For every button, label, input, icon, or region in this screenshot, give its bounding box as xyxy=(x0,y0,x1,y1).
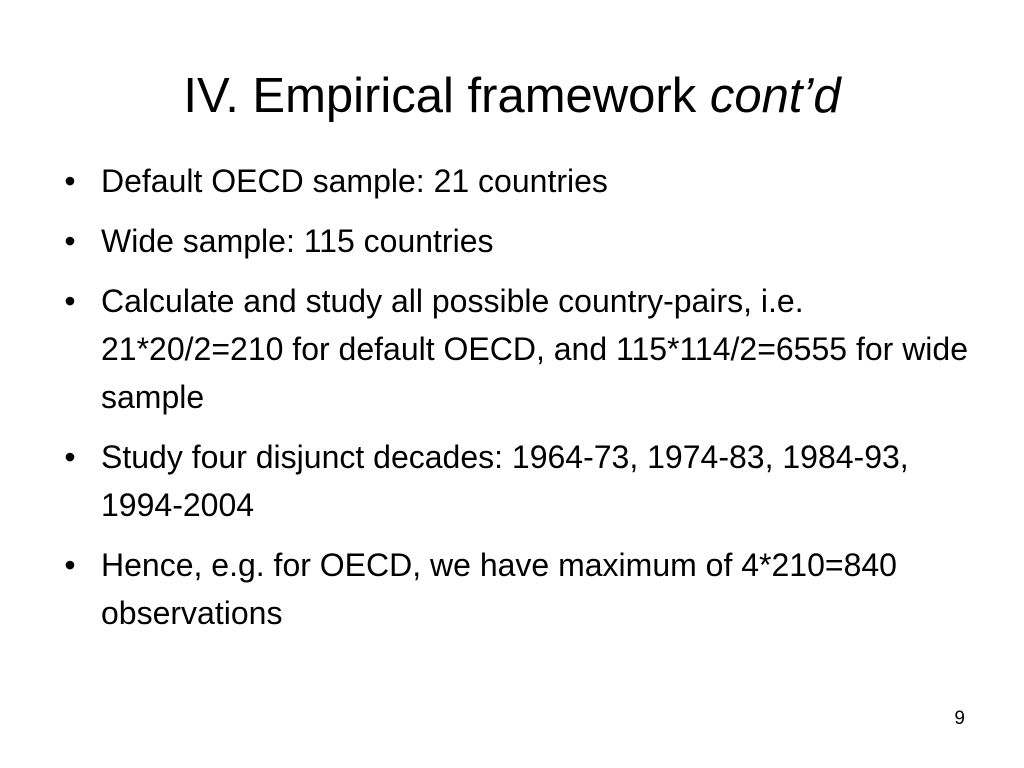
bullet-text: Calculate and study all possible country-pairs, i.e. 21*20/2=210 for default OECD, and 115*114/2=6555 for wide sample xyxy=(101,283,968,415)
bullet-dot-icon: • xyxy=(64,163,76,199)
bullet-item xyxy=(60,433,990,529)
bullet-item xyxy=(60,157,990,205)
bullet-dot-icon: • xyxy=(64,283,76,319)
slide-title-main: IV. Empirical framework xyxy=(183,69,710,123)
bullet-item xyxy=(60,217,990,265)
slide-title xyxy=(0,64,1024,128)
bullet-text: Wide sample: 115 countries xyxy=(101,223,494,259)
bullet-list xyxy=(60,157,990,649)
slide-title-emphasis: cont’d xyxy=(709,69,841,123)
page-number: 9 xyxy=(954,708,965,729)
bullet-dot-icon: • xyxy=(64,547,76,583)
bullet-text: Default OECD sample: 21 countries xyxy=(101,163,608,199)
bullet-item xyxy=(60,541,990,637)
bullet-text: Study four disjunct decades: 1964-73, 1974-83, 1984-93, 1994-2004 xyxy=(101,439,909,523)
bullet-item xyxy=(60,277,990,421)
bullet-text: Hence, e.g. for OECD, we have maximum of 4*210=840 observations xyxy=(101,547,897,631)
bullet-dot-icon: • xyxy=(64,223,76,259)
bullet-dot-icon: • xyxy=(64,439,76,475)
